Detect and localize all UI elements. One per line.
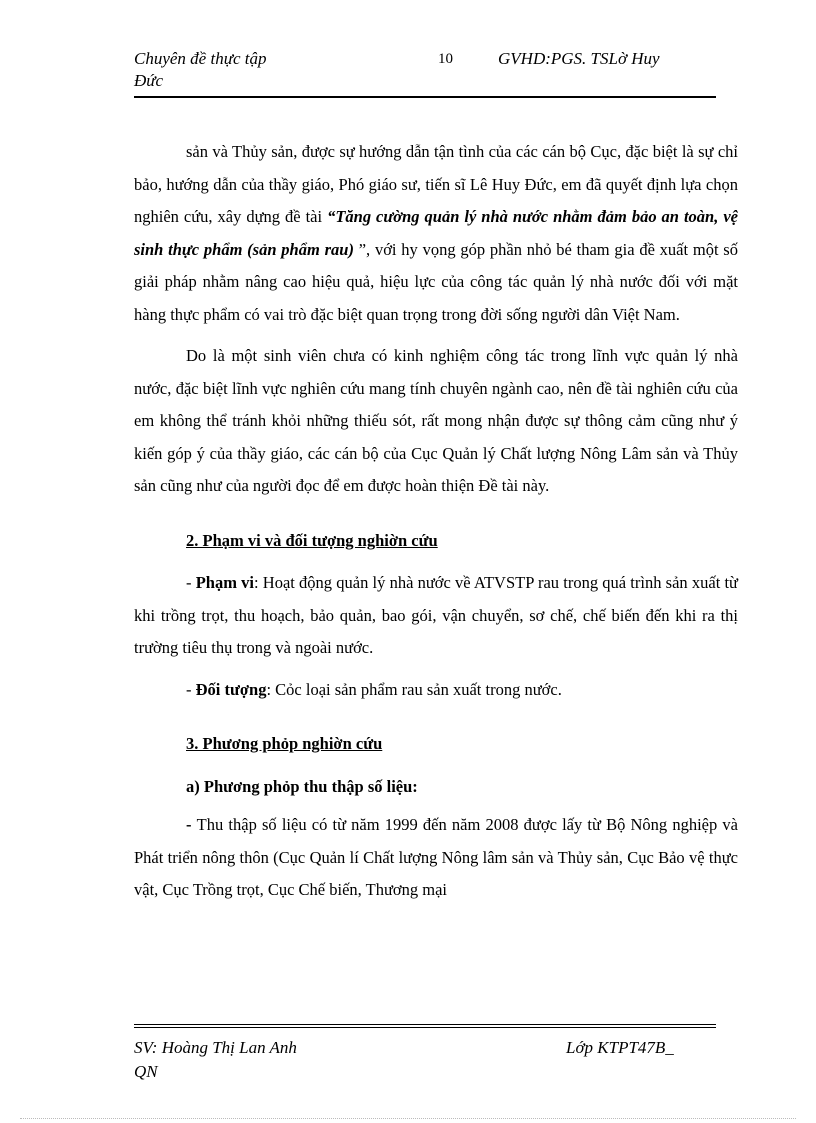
header-title-line2: Đức — [134, 71, 164, 90]
paragraph-data-collection — [134, 809, 738, 907]
scope-prefix: - — [186, 573, 196, 592]
object-label: Đối tượng — [195, 679, 267, 699]
header-title-line1: Chuyên đề thực tập — [134, 49, 267, 68]
paragraph-object — [134, 674, 738, 707]
page-edge-divider — [20, 1118, 796, 1119]
footer-class: Lớp KTPT47B_ — [566, 1038, 674, 1057]
section-heading-scope: 2. Phạm vi và đối tượng nghiờn cứu — [186, 530, 438, 550]
page-number: 10 — [438, 51, 453, 67]
paragraph-intro-a: sản và Thủy sản, được sự hướng dẫn tận tình của các cán bộ Cục, đặc biệt là sự chỉ bảo, hướng dẫn của thầy giáo, Phó giáo sư, tiến sĩ Lê Huy Đức, em đã quyết định lựa chọn nghiên cứu, xây dựng đề tài — [134, 142, 738, 226]
collect-text: Thu thập số liệu có từ năm 1999 đến năm 2008 được lấy từ Bộ Nông nghiệp và Phát triển nông thôn (Cục Quản lí Chất lượng Nông lâm sản và Thủy sản, Cục Bảo vệ thực vật, Cục Trồng trọt, Cục Chế biến, Thương mại — [134, 815, 739, 899]
page-header — [134, 48, 716, 98]
header-supervisor: GVHD:PGS. TSLờ Huy — [498, 49, 660, 68]
object-text: : Cỏc loại sản phẩm rau sản xuất trong nước. — [266, 679, 562, 699]
subheading-data-collection: a) Phương phỏp thu thập số liệu: — [186, 776, 418, 796]
paragraph-acknowledgement: Do là một sinh viên chưa có kinh nghiệm công tác trong lĩnh vực quản lý nhà nước, đặc biệt lĩnh vực nghiên cứu mang tính chuyên ngành cao, nên đề tài nghiên cứu của em không thể tránh khỏi những thiếu sót, rất mong nhận được sự thông cảm cũng như ý kiến góp ý của thầy giáo, các cán bộ của Cục Quản lý Chất lượng Nông Lâm sản và Thủy sản cũng như của người đọc để em được hoàn thiện Đề tài này. — [134, 346, 738, 495]
footer-rule — [134, 1024, 716, 1028]
footer-student-line1: SV: Hoàng Thị Lan Anh — [134, 1038, 297, 1057]
document-body — [134, 136, 738, 916]
paragraph-intro-b: ”, với hy vọng góp phần nhỏ bé tham gia đề xuất một số giải pháp nhằm nâng cao hiệu quả, hiệu lực của công tác quản lý nhà nước đối với mặt hàng thực phẩm có vai trò đặc biệt quan trọng trong đời sống người dân Việt Nam. — [134, 239, 738, 324]
page-footer — [134, 1024, 716, 1081]
scope-text: : Hoạt động quản lý nhà nước về ATVSTP rau trong quá trình sản xuất từ khi trồng trọt, thu hoạch, bảo quản, bao gói, vận chuyển, sơ chế, chế biến đến khi ra thị trường tiêu thụ trong và ngoài nước. — [134, 573, 738, 657]
thesis-title: “Tăng cường quản lý nhà nước nhằm đảm bảo an toàn, vệ sinh thực phẩm (sản phẩm rau) — [134, 207, 738, 259]
footer-student — [134, 1036, 354, 1084]
object-prefix: - — [186, 679, 196, 699]
scope-label: Phạm vi — [195, 573, 254, 592]
section-heading-method: 3. Phương phỏp nghiờn cứu — [186, 734, 383, 753]
footer-student-line2: QN — [134, 1062, 158, 1081]
collect-prefix: - — [186, 815, 197, 834]
paragraph-intro — [134, 136, 738, 331]
paragraph-scope — [134, 567, 738, 665]
header-course-title — [134, 48, 314, 92]
